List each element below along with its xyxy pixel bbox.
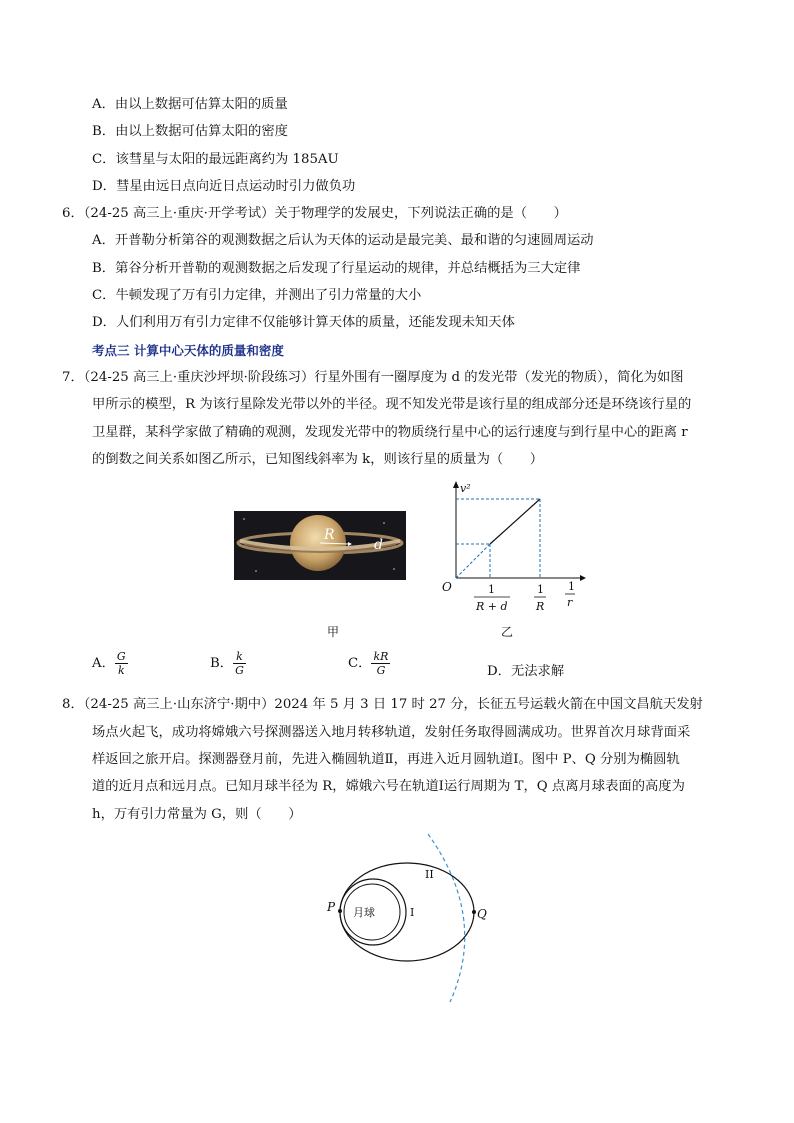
q6-stem: 6．（24-25 高三上·重庆·开学考试）关于物理学的发展史，下列说法正确的是（ ） bbox=[62, 206, 567, 221]
choice-a-num: G bbox=[116, 650, 126, 663]
choice-c-num: kR bbox=[373, 650, 389, 663]
q7-line-4: 的倒数之间关系如图乙所示，已知图线斜率为 k，则该行星的质量为（ ） bbox=[92, 452, 544, 467]
q6-option-b: B．第谷分析开普勒的观测数据之后发现了行星运动的规律，并总结概括为三大定律 bbox=[92, 261, 581, 276]
tick2-den: R bbox=[536, 600, 545, 613]
point-Q: Q bbox=[477, 907, 487, 921]
q6-option-d: D．人们利用万有引力定律不仅能够计算天体的质量，还能发现未知天体 bbox=[92, 315, 515, 330]
q5-option-b: B．由以上数据可估算太阳的密度 bbox=[92, 124, 288, 139]
q7-choice-c bbox=[348, 650, 390, 677]
point-P: P bbox=[327, 900, 336, 914]
moon-label: 月球 bbox=[353, 906, 375, 919]
q8-line-4: 道的近月点和远月点。已知月球半径为 R，嫦娥六号在轨道Ⅰ运行周期为 T，Q 点离月球表面的高度为 bbox=[92, 779, 685, 794]
q8-line-3: 样返回之旅开启。探测器登月前，先进入椭圆轨道Ⅱ，再进入近月圆轨道Ⅰ。图中 P、Q 分别为椭圆轨 bbox=[92, 752, 680, 767]
q5-option-c: C．该彗星与太阳的最远距离约为 185AU bbox=[92, 152, 339, 167]
choice-b-num: k bbox=[233, 650, 246, 664]
choice-a-den: k bbox=[117, 664, 125, 677]
choice-label: C． bbox=[348, 656, 372, 671]
q6-option-a: A．开普勒分析第谷的观测数据之后认为天体的运动是最完美、最和谐的匀速圆周运动 bbox=[92, 233, 594, 248]
q7-line-2: 甲所示的模型，R 为该行星除发光带以外的半径。现不知发光带是该行星的组成部分还是环绕该行星的 bbox=[92, 397, 692, 412]
choice-label: B． bbox=[210, 656, 234, 671]
orbit-diagram bbox=[320, 830, 490, 1005]
label-R: R bbox=[324, 527, 335, 543]
x-label-den: r bbox=[567, 596, 573, 609]
q8-line-5: h，万有引力常量为 G，则（ ） bbox=[92, 807, 302, 822]
orbit2-label: II bbox=[425, 868, 434, 881]
graph-y-label: v² bbox=[460, 482, 471, 495]
q7-line-3: 卫星群，某科学家做了精确的观测，发现发光带中的物质绕行星中心的运行速度与到行星中心的距离 r bbox=[92, 425, 688, 440]
q7-choice-b bbox=[210, 650, 246, 677]
q7-choice-a bbox=[92, 650, 128, 677]
fig-caption-jia: 甲 bbox=[327, 625, 340, 639]
choice-c-den: G bbox=[376, 664, 386, 677]
section-title: 考点三 计算中心天体的质量和密度 bbox=[92, 343, 284, 358]
graph-figure bbox=[432, 478, 592, 618]
x-label-num: 1 bbox=[568, 580, 575, 593]
tick1-num: 1 bbox=[488, 583, 495, 596]
orbit1-label: I bbox=[410, 906, 415, 919]
q8-line-2: 场点火起飞，成功将嫦娥六号探测器送入地月转移轨道，发射任务取得圆满成功。世界首次月球背面采 bbox=[92, 725, 691, 740]
choice-label: A． bbox=[92, 656, 115, 671]
tick2-num: 1 bbox=[537, 583, 544, 596]
choice-b-den: G bbox=[235, 664, 244, 677]
label-d: d bbox=[374, 537, 383, 553]
q5-option-a: A．由以上数据可估算太阳的质量 bbox=[92, 97, 288, 112]
graph-origin: O bbox=[442, 580, 452, 594]
fig-caption-yi: 乙 bbox=[501, 625, 514, 639]
q7-choice-d: D．无法求解 bbox=[487, 664, 565, 679]
q7-line-1: 7．（24-25 高三上·重庆沙坪坝·阶段练习）行星外围有一圈厚度为 d 的发光带（发光的物质），简化为如图 bbox=[62, 370, 684, 385]
tick1-den: R + d bbox=[476, 600, 508, 613]
q5-option-d: D．彗星由远日点向近日点运动时引力做负功 bbox=[92, 179, 356, 194]
planet-figure bbox=[234, 511, 406, 580]
q8-line-1: 8．（24-25 高三上·山东济宁·期中）2024 年 5 月 3 日 17 时 27 分，长征五号运载火箭在中国文昌航天发射 bbox=[62, 697, 703, 712]
q6-option-c: C．牛顿发现了万有引力定律，并测出了引力常量的大小 bbox=[92, 288, 422, 303]
